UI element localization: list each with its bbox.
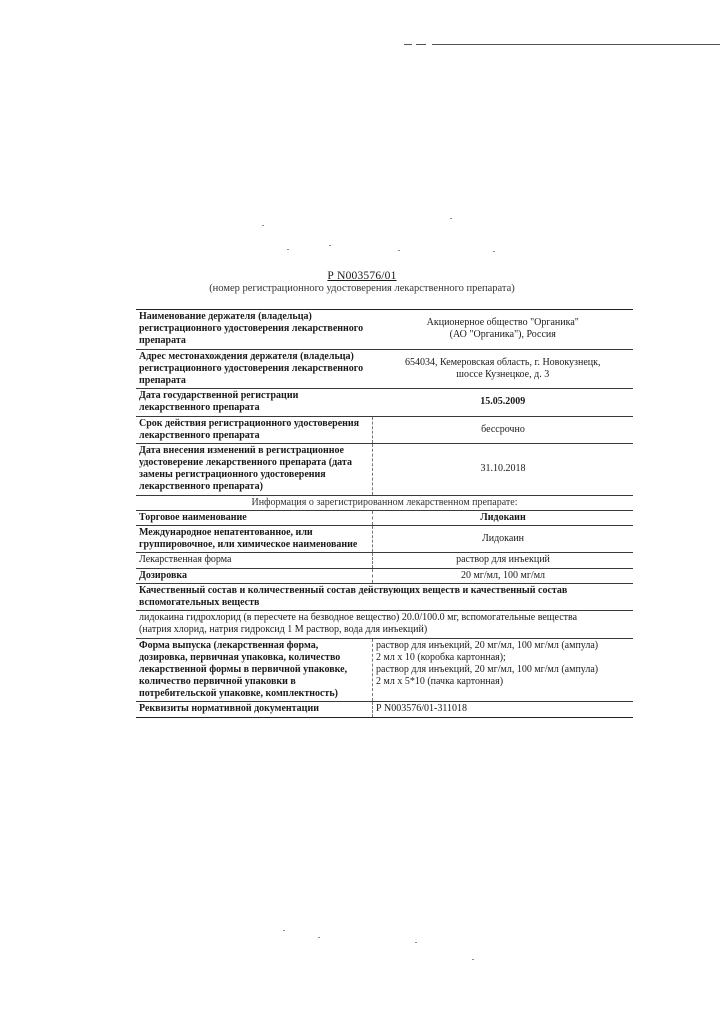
- validity-label: Срок действия регистрационного удостоверения лекарственного препарата: [136, 416, 373, 443]
- holder-name-line1: Акционерное общество "Органика": [426, 317, 579, 329]
- inn-label: Международное непатентованное, или группировочное, или химическое наименование: [136, 526, 373, 553]
- changes-date-row: [136, 443, 633, 495]
- form-row: [136, 553, 633, 568]
- scan-speck: [450, 218, 452, 219]
- dosage-value: 20 мг/мл, 100 мг/мл: [373, 568, 634, 583]
- release-line1: раствор для инъекций, 20 мг/мл, 100 мг/мл (ампула): [376, 639, 599, 651]
- trade-name-row: [136, 510, 633, 525]
- scan-top-mark: [404, 44, 720, 46]
- normative-label: Реквизиты нормативной документации: [136, 702, 373, 717]
- registration-date-row: [136, 389, 633, 416]
- inn-value: Лидокаин: [373, 526, 634, 553]
- holder-name-label: Наименование держателя (владельца) регистрационного удостоверения лекарственного препарата: [136, 310, 373, 350]
- holder-name-row: [136, 310, 633, 350]
- registration-number: Р N003576/01: [327, 270, 397, 282]
- release-line3: раствор для инъекций, 20 мг/мл, 100 мг/мл (ампула): [376, 663, 599, 675]
- holder-address-label: Адрес местонахождения держателя (владельца) регистрационного удостоверения лекарственного препарата: [136, 349, 373, 389]
- validity-row: [136, 416, 633, 443]
- registration-table: [136, 309, 633, 718]
- holder-address-line1: 654034, Кемеровская область, г. Новокузнецк,: [405, 356, 601, 368]
- release-line4: 2 мл x 5*10 (пачка картонная): [376, 676, 504, 688]
- info-header: Информация о зарегистрированном лекарственном препарате:: [136, 495, 633, 510]
- composition-header: Качественный состав и количественный состав действующих веществ и качественный состав вспомогательных веществ: [136, 583, 633, 610]
- trade-name-label: Торговое наименование: [136, 510, 373, 525]
- release-form-value: [373, 638, 634, 702]
- holder-name-line2: (АО "Органика"), Россия: [449, 329, 556, 341]
- registration-date-value: 15.05.2009: [373, 389, 634, 416]
- holder-address-value: [373, 349, 634, 389]
- normative-value: Р N003576/01-311018: [373, 702, 634, 717]
- scan-speck: [329, 245, 331, 246]
- composition-row: [136, 611, 633, 638]
- holder-name-value: [373, 310, 634, 350]
- holder-address-row: [136, 349, 633, 389]
- release-form-row: [136, 638, 633, 702]
- changes-date-value: 31.10.2018: [373, 443, 634, 495]
- scan-speck: [472, 959, 474, 960]
- scan-speck: [398, 250, 400, 251]
- normative-row: [136, 702, 633, 717]
- release-form-label: Форма выпуска (лекарственная форма, дозировка, первичная упаковка, количество лекарственной формы в первичной упаковке, количество первичной упаковки в потребительской упаковке, комплектность): [136, 638, 373, 702]
- scan-speck: [287, 249, 289, 250]
- scan-speck: [415, 942, 417, 943]
- composition-line2: (натрия хлорид, натрия гидроксид 1 М раствор, вода для инъекций): [139, 624, 428, 636]
- form-label: Лекарственная форма: [136, 553, 373, 568]
- holder-address-line2: шоссе Кузнецкое, д. 3: [456, 368, 550, 380]
- validity-value: бессрочно: [373, 416, 634, 443]
- registration-caption: (номер регистрационного удостоверения лекарственного препарата): [209, 283, 515, 294]
- scan-speck: [262, 225, 264, 226]
- changes-date-label: Дата внесения изменений в регистрационное удостоверение лекарственного препарата (дата замены регистрационного удостоверения лекарственного препарата): [136, 443, 373, 495]
- composition-text: [136, 611, 633, 638]
- registration-date-label: Дата государственной регистрации лекарственного препарата: [136, 389, 373, 416]
- dosage-label: Дозировка: [136, 568, 373, 583]
- trade-name-value: Лидокаин: [373, 510, 634, 525]
- scan-speck: [283, 930, 285, 931]
- composition-header-row: [136, 583, 633, 610]
- scan-speck: [493, 251, 495, 252]
- info-header-row: [136, 495, 633, 510]
- release-line2: 2 мл x 10 (коробка картонная);: [376, 651, 506, 663]
- dosage-row: [136, 568, 633, 583]
- composition-line1: лидокаина гидрохлорид (в пересчете на безводное вещество) 20.0/100.0 мг, вспомогательные вещества: [139, 612, 578, 624]
- scan-speck: [318, 937, 320, 938]
- inn-row: [136, 526, 633, 553]
- form-value: раствор для инъекций: [373, 553, 634, 568]
